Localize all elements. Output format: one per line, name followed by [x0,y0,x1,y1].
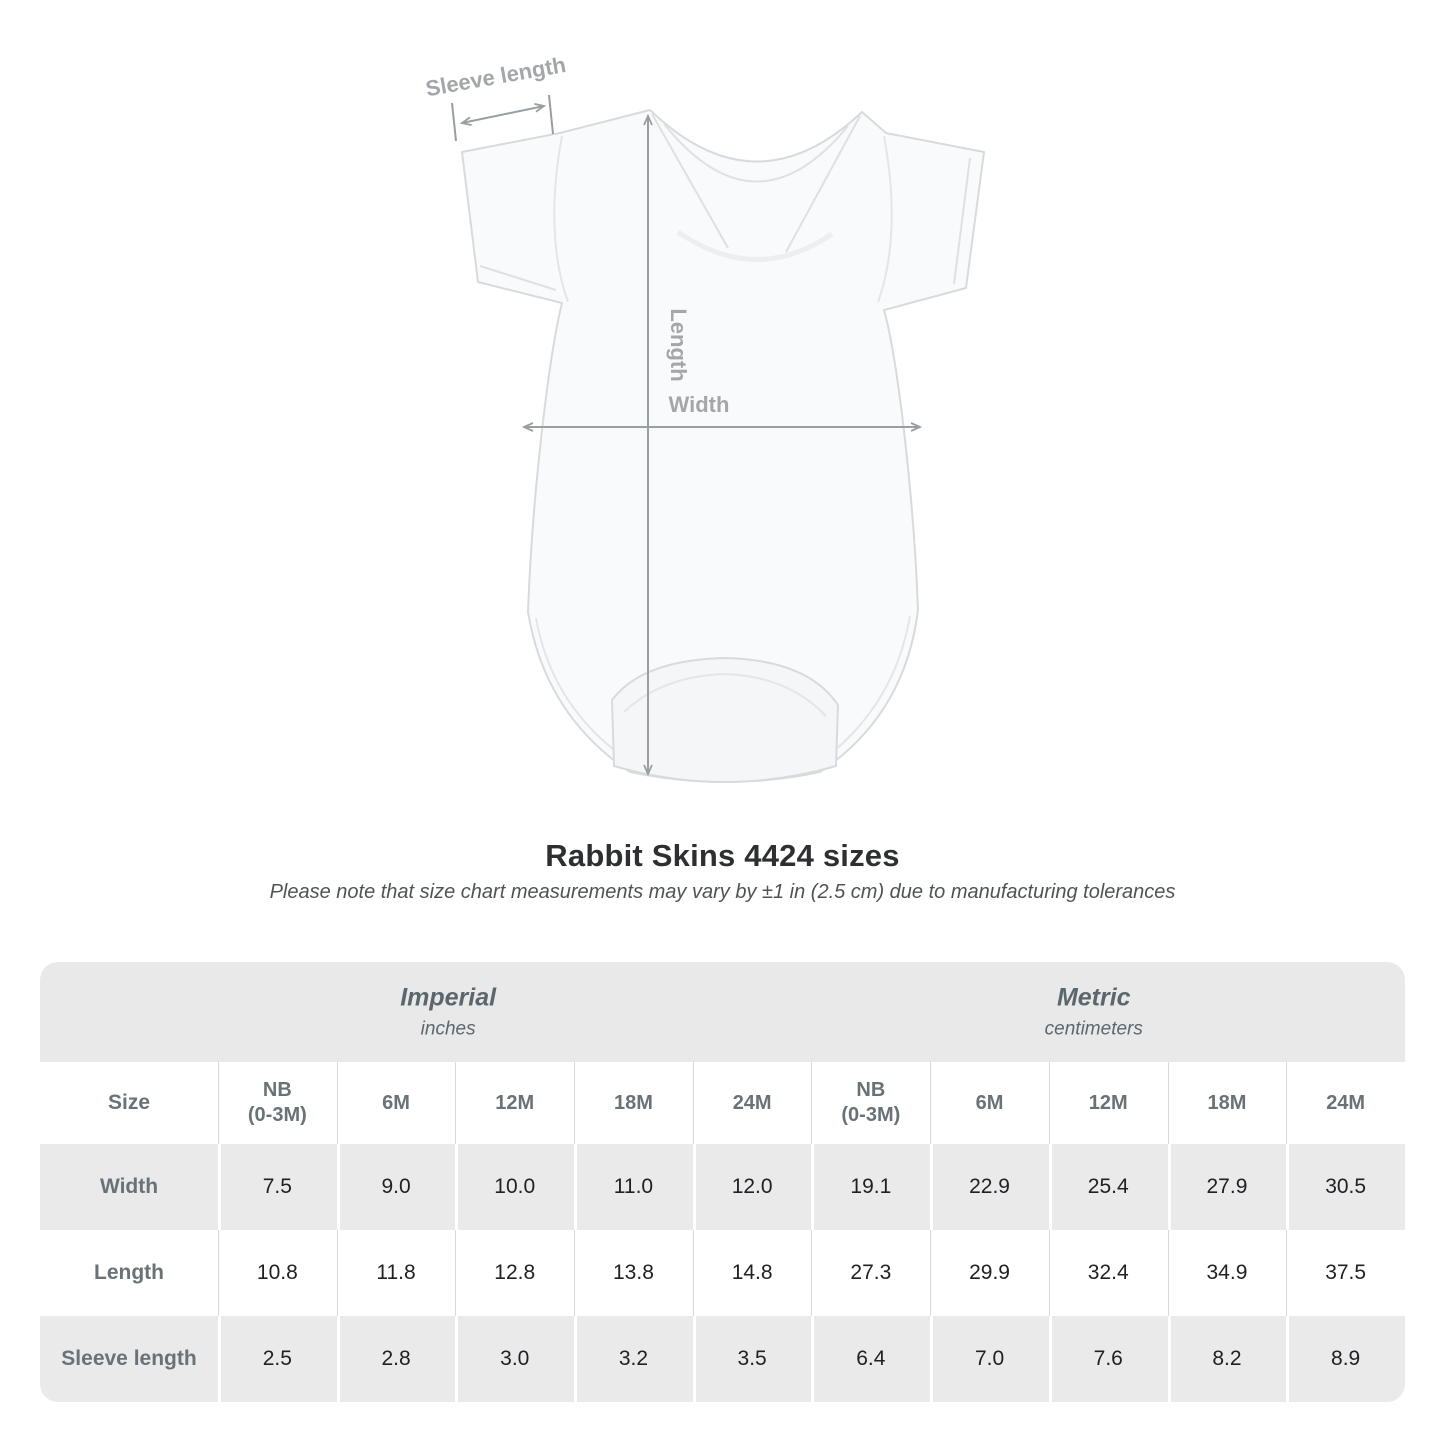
row-label: Sleeve length [40,1316,218,1402]
table-value: 37.5 [1286,1230,1405,1316]
table-value: 12.8 [455,1230,574,1316]
column-header [455,1062,574,1144]
table-value: 8.9 [1286,1316,1405,1402]
column-header [811,1062,930,1144]
column-header-sublabel: (0-3M) [841,1104,901,1126]
table-row-length [40,1230,1405,1316]
column-header [218,1062,337,1144]
table-value: 32.4 [1049,1230,1168,1316]
column-header-label: 6M [382,1091,410,1114]
column-header [1286,1062,1405,1144]
onesie-garment [462,110,984,782]
column-header-label: 12M [495,1091,535,1114]
length-label: Length [666,308,691,382]
table-value: 27.3 [811,1230,930,1316]
size-header-cell: Size [107,1090,151,1114]
size-header-row [40,1062,1405,1144]
title-block [0,838,1445,904]
table-row-sleeve-length [40,1316,1405,1402]
column-header-label: 6M [975,1091,1004,1114]
table-value: 12.0 [693,1144,812,1230]
table-value: 10.8 [218,1230,337,1316]
width-label: Width [668,392,730,417]
table-value: 10.0 [455,1144,574,1230]
column-header [574,1062,693,1144]
column-header [1168,1062,1287,1144]
imperial-group [400,984,496,1041]
metric-unit: centimeters [1044,1018,1143,1040]
column-header [693,1062,812,1144]
table-value: 34.9 [1168,1230,1287,1316]
table-value: 29.9 [930,1230,1049,1316]
sleeve-length-arrow [452,95,553,141]
column-header-label: 18M [613,1091,653,1114]
table-value: 7.6 [1049,1316,1168,1402]
imperial-label: Imperial [400,983,497,1012]
table-value: 2.8 [337,1316,456,1402]
table-value: 14.8 [693,1230,812,1316]
metric-label: Metric [1056,983,1131,1012]
table-value: 6.4 [811,1316,930,1402]
table-value: 7.0 [930,1316,1049,1402]
table-value: 22.9 [930,1144,1049,1230]
table-value: 13.8 [574,1230,693,1316]
column-header [1049,1062,1168,1144]
column-header-label: 24M [732,1091,772,1114]
imperial-unit: inches [420,1018,476,1040]
table-value: 3.2 [574,1316,693,1402]
column-header-label: NB [856,1079,886,1101]
row-label: Length [94,1260,164,1284]
sleeve-length-label: Sleeve length [423,51,568,102]
table-value: 9.0 [337,1144,456,1230]
table-value: 3.5 [693,1316,812,1402]
column-header-label: 18M [1207,1091,1247,1114]
column-header-label: NB [262,1079,292,1101]
table-value: 30.5 [1286,1144,1405,1230]
table-value: 19.1 [811,1144,930,1230]
table-value: 11.8 [337,1230,456,1316]
table-value: 3.0 [455,1316,574,1402]
table-value: 2.5 [218,1316,337,1402]
table-row-width [40,1144,1405,1230]
table-value: 25.4 [1049,1144,1168,1230]
page-subtitle: Please note that size chart measurements may vary by ±1 in (2.5 cm) due to manufacturing tolerances [269,881,1176,903]
table-value: 27.9 [1168,1144,1287,1230]
column-header-sublabel: (0-3M) [247,1104,307,1126]
size-table [40,962,1405,1402]
column-header [337,1062,456,1144]
table-value: 11.0 [574,1144,693,1230]
column-header [930,1062,1049,1144]
table-value: 7.5 [218,1144,337,1230]
row-label: Width [40,1144,218,1230]
column-header-label: 12M [1088,1091,1128,1114]
unit-band-row [40,962,1405,1062]
table-value: 8.2 [1168,1316,1287,1402]
page-title: Rabbit Skins 4424 sizes [545,838,900,873]
column-header-label: 24M [1326,1091,1366,1114]
metric-group [1045,984,1143,1041]
